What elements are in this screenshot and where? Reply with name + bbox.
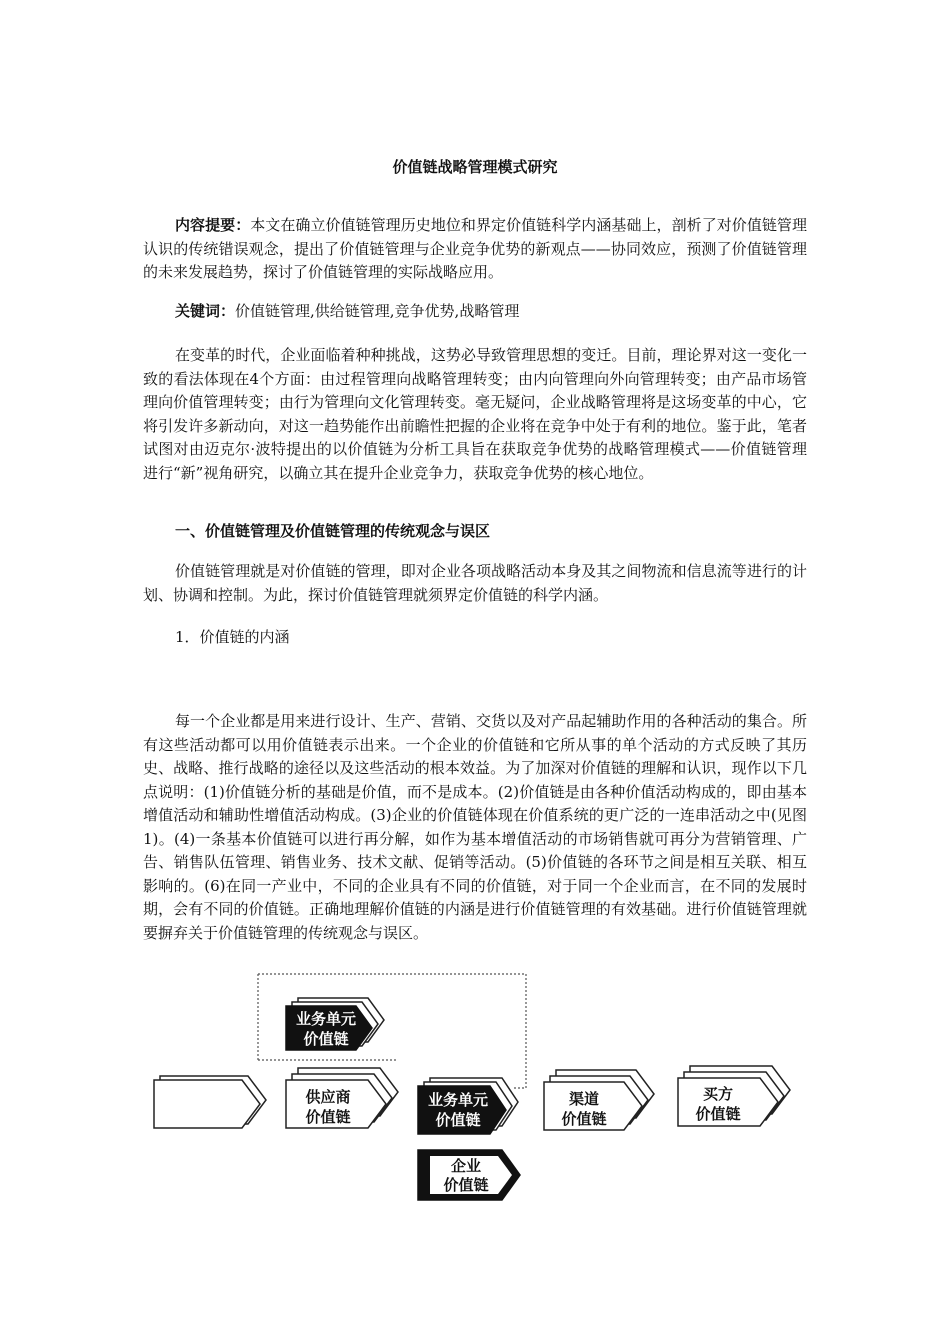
intro-paragraph: 在变革的时代，企业面临着种种挑战，这势必导致管理思想的变迁。目前，理论界对这一变化一致的看法体现在4个方面：由过程管理向战略管理转变；由内向管理向外向管理转变；由产品市场管理向价值管理转变；由行为管理向文化管理转变。毫无疑问，企业战略管理将是这场变革的中心，它将引发许多新动向，对这一趋势能作出前瞻性把握的企业将在竞争中处于有利的地位。鉴于此，笔者试图对由迈克尔·波特提出的以价值链为分析工具旨在获取竞争优势的战略管理模式——价值链管理进行“新”视角研究，以确立其在提升企业竞争力，获取竞争优势的核心地位。 <box>143 346 807 482</box>
top-bu-label-1: 业务单元 <box>295 1010 357 1028</box>
firm-label-1: 企业 <box>450 1157 482 1175</box>
subsection-heading-1: 1．价值链的内涵 <box>175 628 290 646</box>
section1-paragraph-2: 每一个企业都是用来进行设计、生产、营销、交货以及对产品起辅助作用的各种活动的集合。所有这些活动都可以用价值链表示出来。一个企业的价值链和它所从事的单个活动的方式反映了其历史、战略、推行战略的途径以及这些活动的根本效益。为了加深对价值链的理解和认识，现作以下几点说明：(1)价值链分析的基础是价值，而不是成本。(2)价值链是由各种价值活动构成的，即由基本增值活动和辅助性增值活动构成。(3)企业的价值链体现在价值系统的更广泛的一连串活动之中(见图1)。(4)一条基本价值链可以进行再分解，如作为基本增值活动的市场销售就可再分为营销管理、广告、销售队伍管理、销售业务、技术文献、促销等活动。(5)价值链的各环节之间是相互关联、相互影响的。(6)在同一产业中，不同的企业具有不同的价值链，对于同一个企业而言，在不同的发展时期，会有不同的价值链。正确地理解价值链的内涵是进行价值链管理的有效基础。进行价值链管理就要摒弃关于价值链管理的传统观念与误区。 <box>143 712 807 942</box>
abstract-paragraph <box>143 214 807 285</box>
buyer-stack <box>678 1066 790 1126</box>
value-system-figure <box>140 968 810 1208</box>
top-bu-label-2: 价值链 <box>303 1030 349 1048</box>
channel-stack <box>544 1070 654 1130</box>
paper-title: 价值链战略管理模式研究 <box>392 158 558 176</box>
supplier-label-2: 价值链 <box>305 1108 351 1126</box>
section-heading-1: 一、价值链管理及价值链管理的传统观念与误区 <box>175 522 491 540</box>
channel-label-1: 渠道 <box>568 1090 600 1108</box>
channel-label-2: 价值链 <box>561 1110 607 1128</box>
keywords-text: 价值链管理,供给链管理,竞争优势,战略管理 <box>235 302 520 320</box>
firm-value-chain <box>418 1150 520 1200</box>
middle-business-unit-stack <box>418 1078 518 1134</box>
top-business-unit-stack <box>286 998 384 1050</box>
buyer-label-1: 买方 <box>702 1085 734 1103</box>
supplier-stack <box>286 1068 398 1128</box>
buyer-label-2: 价值链 <box>695 1105 741 1123</box>
value-system-diagram <box>140 968 810 1208</box>
middle-bu-label-2: 价值链 <box>435 1111 481 1129</box>
upstream-chevron <box>154 1076 266 1128</box>
keywords-paragraph <box>143 300 807 324</box>
abstract-text: 本文在确立价值链管理历史地位和界定价值链科学内涵基础上，剖析了对价值链管理认识的传统错误观念，提出了价值链管理与企业竞争优势的新观点——协同效应，预测了价值链管理的未来发展趋势，探讨了价值链管理的实际战略应用。 <box>143 216 807 281</box>
supplier-label-1: 供应商 <box>305 1088 351 1106</box>
middle-bu-label-1: 业务单元 <box>427 1091 489 1109</box>
abstract-label: 内容提要： <box>175 216 251 234</box>
section1-paragraph: 价值链管理就是对价值链的管理，即对企业各项战略活动本身及其之间物流和信息流等进行的计划、协调和控制。为此，探讨价值链管理就须界定价值链的科学内涵。 <box>143 562 807 604</box>
firm-label-2: 价值链 <box>443 1176 489 1194</box>
keywords-label: 关键词： <box>175 302 236 320</box>
